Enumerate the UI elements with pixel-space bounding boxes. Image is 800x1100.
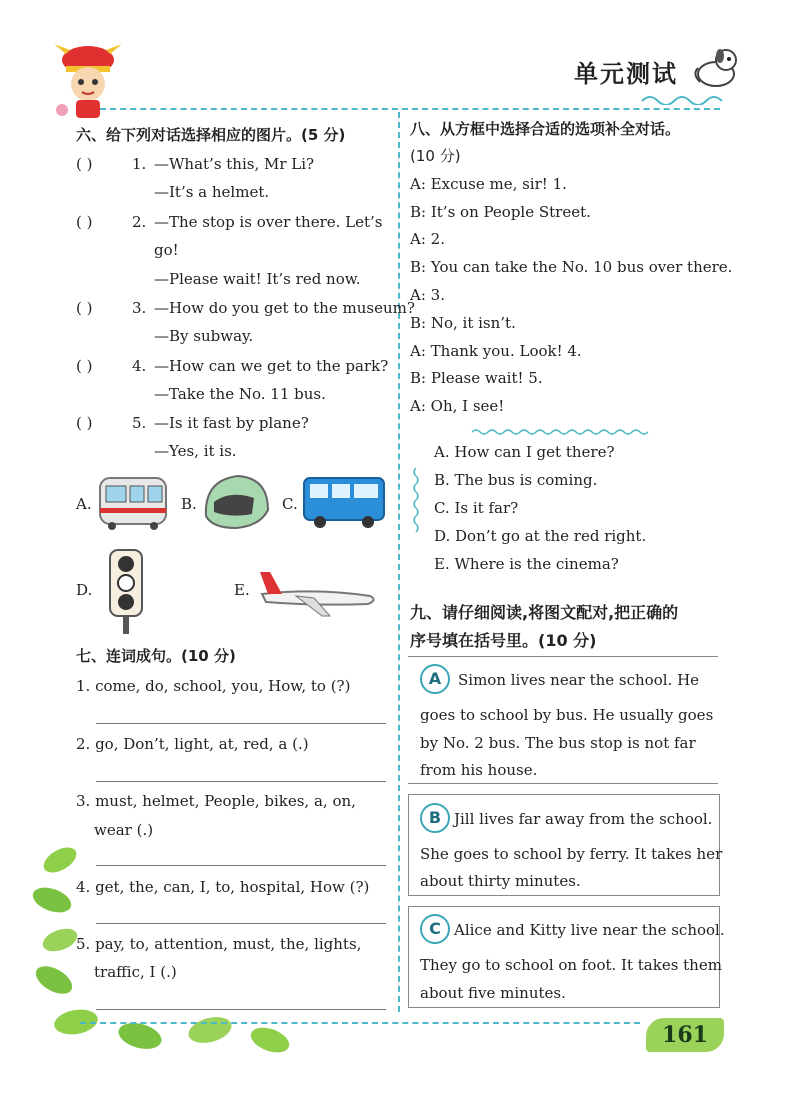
dialogue-line: —Yes, it is. [154,442,237,460]
section9-title: 序号填在括号里。(10 分) [410,631,597,650]
answer-line[interactable] [96,722,386,724]
letter-badge: A [420,664,450,694]
option-item: A. How can I get there? [434,443,615,461]
passage-line: Alice and Kitty live near the school. [454,921,725,939]
dialogue-line: B: No, it isn’t. [410,314,516,332]
letter-badge: B [420,803,450,833]
picture-label: B. [181,495,197,513]
picture-label: A. [76,495,92,513]
dialogue-line: B: You can take the No. 10 bus over there. [410,258,733,276]
page-number: 161 [662,1022,708,1048]
item-number: 3. [132,299,147,317]
section6-title: 六、给下列对话选择相应的图片。(5 分) [76,126,346,144]
dialogue-line: —What’s this, Mr Li? [154,155,315,173]
reorder-item: 3. must, helmet, People, bikes, a, on, [76,792,356,810]
bus-icon [302,472,388,532]
passage-line: about five minutes. [420,984,566,1002]
bottom-divider [80,1022,640,1024]
passage-line: She goes to school by ferry. It takes her [420,845,723,863]
answer-blank[interactable]: ( ) [76,213,93,231]
section7-title: 七、连词成句。(10 分) [76,647,236,665]
passage-c-letter [420,914,454,944]
passage-line: from his house. [420,761,538,779]
answer-blank[interactable]: ( ) [76,357,93,375]
letter-badge: C [420,914,450,944]
dialogue-line: —How can we get to the park? [154,357,389,375]
dialogue-line: —The stop is over there. Let’s [154,213,383,231]
passage-line: goes to school by bus. He usually goes [420,706,714,724]
section9-title: 九、请仔细阅读,将图文配对,把正确的 [410,603,679,622]
picture-label: D. [76,581,93,599]
reorder-item: wear (.) [94,821,154,839]
dialogue-line: A: Thank you. Look! 4. [410,342,582,360]
dialogue-line: —How do you get to the museum? [154,299,415,317]
dialogue-line: —Take the No. 11 bus. [154,385,326,403]
dialogue-line: A: 2. [410,230,445,248]
passage-a-letter [420,664,454,694]
passage-line: They go to school on foot. It takes them [420,956,722,974]
dialogue-line: —It’s a helmet. [154,183,270,201]
reorder-item: 1. come, do, school, you, How, to (?) [76,677,351,695]
dialogue-line: —By subway. [154,327,254,345]
option-item: D. Don’t go at the red right. [434,527,647,545]
reorder-item: 2. go, Don’t, light, at, red, a (.) [76,735,309,753]
dialogue-line: go! [154,241,179,259]
item-number: 2. [132,213,147,231]
answer-blank[interactable]: ( ) [76,155,93,173]
answer-line[interactable] [96,780,386,782]
item-number: 5. [132,414,147,432]
airplane-icon [256,562,380,618]
passage-line: Jill lives far away from the school. [454,810,713,828]
subway-train-icon [96,472,172,532]
option-item: E. Where is the cinema? [434,555,619,573]
unit-test-title: 单元测试 [574,60,678,88]
passage-line: by No. 2 bus. The bus stop is not far [420,734,696,752]
section8-title: 八、从方框中选择合适的选项补全对话。 [410,120,681,138]
top-divider [100,108,720,110]
dialogue-line: B: Please wait! 5. [410,369,543,387]
picture-label: C. [282,495,298,513]
dialogue-line: A: Oh, I see! [410,397,505,415]
dialogue-line: A: 3. [410,286,445,304]
reorder-item: 4. get, the, can, I, to, hospital, How (?) [76,878,370,896]
section8-score: (10 分) [410,147,461,165]
passage-line: about thirty minutes. [420,872,581,890]
picture-label: E. [234,581,250,599]
passage-line: Simon lives near the school. He [458,671,700,689]
dialogue-line: —Is it fast by plane? [154,414,309,432]
passage-b-letter [420,803,454,833]
answer-blank[interactable]: ( ) [76,414,93,432]
dialogue-line: B: It’s on People Street. [410,203,591,221]
item-number: 4. [132,357,147,375]
option-item: C. Is it far? [434,499,519,517]
dialogue-line: —Please wait! It’s red now. [154,270,361,288]
answer-blank[interactable]: ( ) [76,299,93,317]
dog-icon [690,44,746,90]
item-number: 1. [132,155,147,173]
option-item: B. The bus is coming. [434,471,598,489]
reorder-item: 5. pay, to, attention, must, the, lights, [76,935,362,953]
reorder-item: traffic, I (.) [94,963,177,981]
column-divider [398,112,400,1012]
traffic-light-icon [104,548,148,636]
unit-test-banner [574,54,678,89]
dialogue-line: A: Excuse me, sir! 1. [410,175,567,193]
leaves-decoration [30,840,290,1060]
wave-ornament [640,90,730,104]
helmet-icon [200,470,272,532]
